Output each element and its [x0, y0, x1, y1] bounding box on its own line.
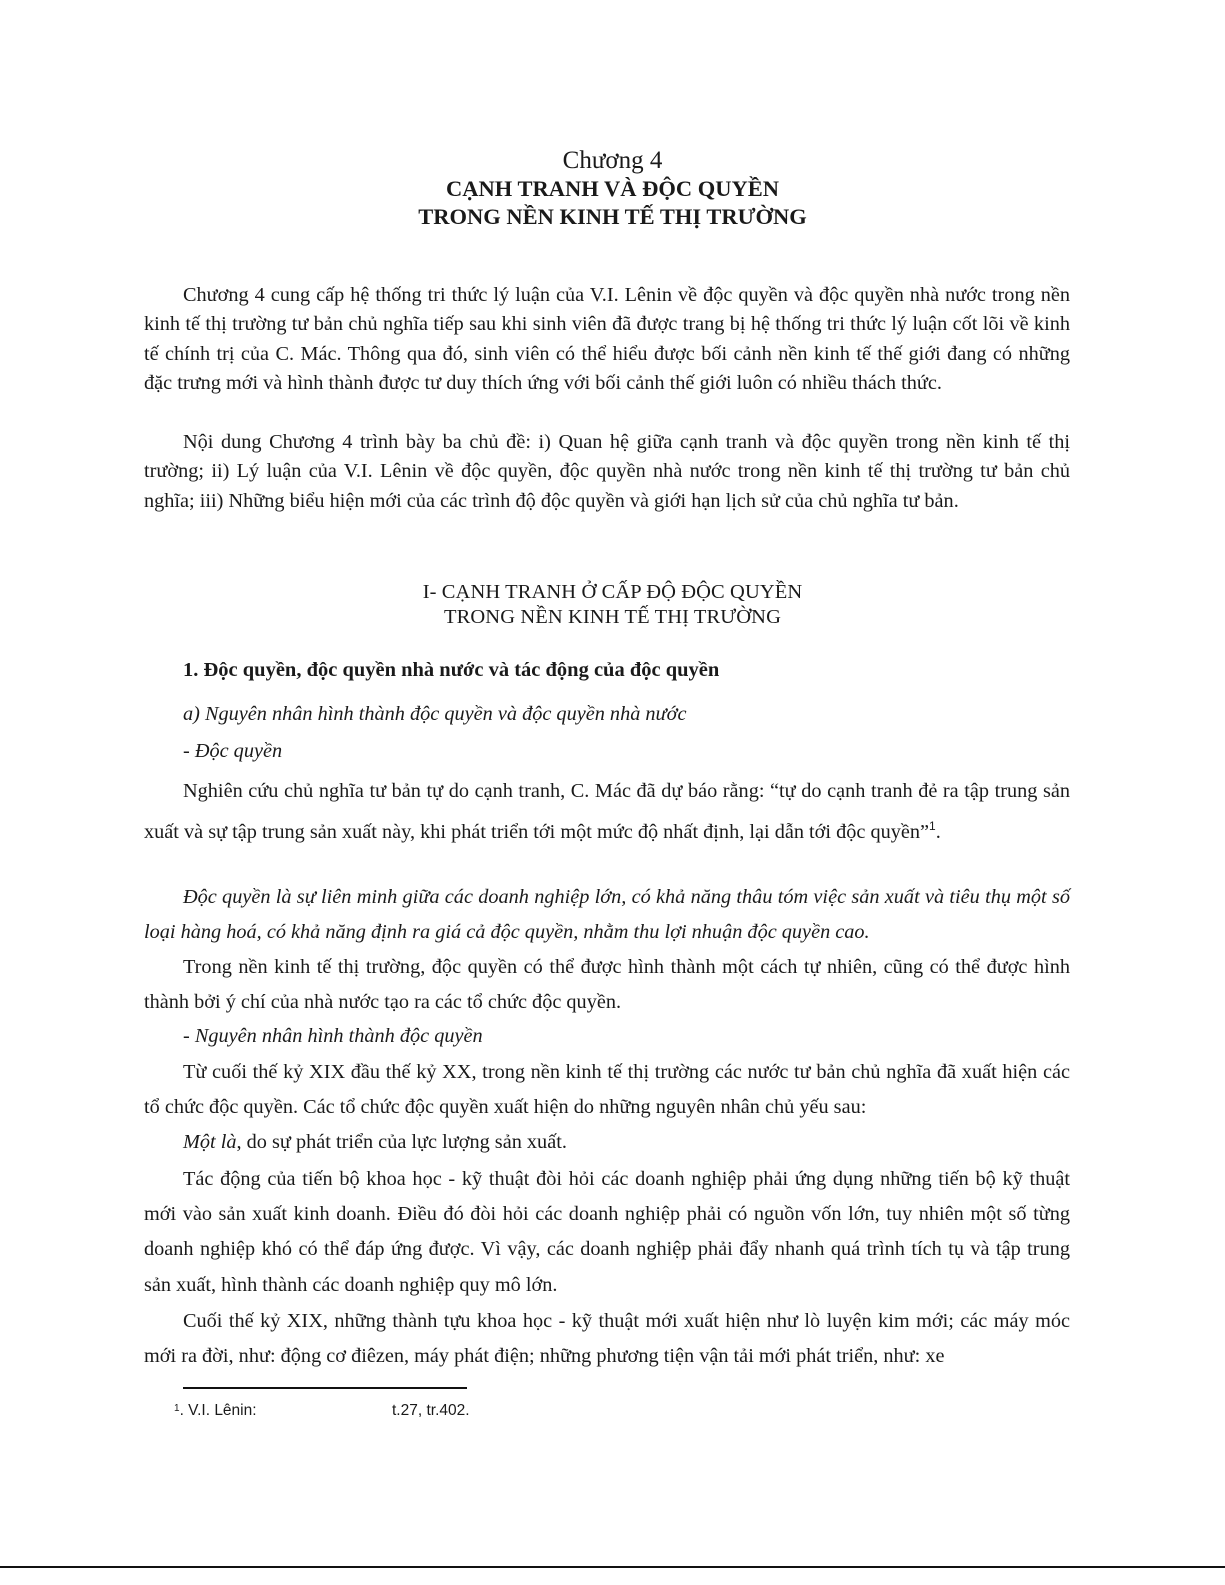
- definition-paragraph: Độc quyền là sự liên minh giữa các doanh nghiệp lớn, có khả năng thâu tóm việc sản xuất và tiêu thụ một số loại hàng hoá, có khả năng định ra giá cả độc quyền, nhằm thu lợi nhuận độc quyền cao.: [144, 886, 1070, 944]
- dash-item-doc-quyen: - Độc quyền: [183, 740, 283, 762]
- subheading-a: a) Nguyên nhân hình thành độc quyền và độc quyền nhà nước: [183, 703, 687, 725]
- reason-one-text: , do sự phát triển của lực lượng sản xuất.: [236, 1131, 567, 1153]
- intro-paragraph-1: Chương 4 cung cấp hệ thống tri thức lý luận của V.I. Lênin về độc quyền và độc quyền nhà nước trong nền kinh tế thị trường tư bản chủ nghĩa tiếp sau khi sinh viên đã được trang bị hệ thống tri thức lý luận cốt lõi về kinh tế chính trị của C. Mác. Thông qua đó, sinh viên có thể hiểu được bối cảnh nền kinh tế thế giới đang có những đặc trưng mới và hình thành được tư duy thích ứng với bối cảnh thế giới luôn có nhiều thách thức.: [144, 284, 1070, 394]
- section-heading-line-1: I- CẠNH TRANH Ở CẤP ĐỘ ĐỘC QUYỀN: [422, 581, 803, 603]
- subsection-heading: 1. Độc quyền, độc quyền nhà nước và tác động của độc quyền: [183, 659, 720, 681]
- page-bottom-border: [0, 1566, 1225, 1568]
- quote-text: Nghiên cứu chủ nghĩa tư bản tự do cạnh tranh, C. Mác đã dự báo rằng: “tự do cạnh tranh đẻ ra tập trung sản xuất và sự tập trung sản xuất này, khi phát triển tới một mức độ nhất định, lại dẫn tới độc quyền”: [144, 780, 1070, 844]
- intro-paragraph-2: Nội dung Chương 4 trình bày ba chủ đề: i) Quan hệ giữa cạnh tranh và độc quyền trong nền kinh tế thị trường; ii) Lý luận của V.I. Lênin về độc quyền, độc quyền nhà nước trong nền kinh tế thị trường tư bản chủ nghĩa; iii) Những biểu hiện mới của các trình độ độc quyền và giới hạn lịch sử của chủ nghĩa tư bản.: [144, 431, 1070, 512]
- chapter-title-line-2: TRONG NỀN KINH TẾ THỊ TRƯỜNG: [418, 204, 807, 229]
- dash-item-label: Nguyên nhân hình thành độc quyền: [194, 1025, 483, 1047]
- history-paragraph: Từ cuối thế kỷ XIX đầu thế kỷ XX, trong nền kinh tế thị trường các nước tư bản chủ nghĩa đã xuất hiện các tổ chức độc quyền. Các tổ chức độc quyền xuất hiện do những nguyên nhân chủ yếu sau:: [144, 1061, 1070, 1119]
- technology-paragraph: Tác động của tiến bộ khoa học - kỹ thuật đòi hỏi các doanh nghiệp phải ứng dụng những tiến bộ kỹ thuật mới vào sản xuất kinh doanh. Điều đó đòi hỏi các doanh nghiệp phải có nguồn vốn lớn, tuy nhiên một số từng doanh nghiệp khó có thể đáp ứng được. Vì vậy, các doanh nghiệp phải đẩy nhanh quá trình tích tụ và tập trung sản xuất, hình thành các doanh nghiệp quy mô lớn.: [144, 1168, 1070, 1296]
- formation-paragraph: Trong nền kinh tế thị trường, độc quyền có thể được hình thành một cách tự nhiên, cũng có thể được hình thành bởi ý chí của nhà nước tạo ra các tổ chức độc quyền.: [144, 956, 1070, 1014]
- chapter-number: Chương 4: [562, 147, 663, 174]
- section-heading-line-2: TRONG NỀN KINH TẾ THỊ TRƯỜNG: [443, 606, 781, 628]
- dash-item-nguyen-nhan: - Nguyên nhân hình thành độc quyền: [183, 1025, 483, 1047]
- footnote: [174, 1402, 470, 1420]
- reason-one-label: Một là: [183, 1131, 237, 1153]
- footnote-author: . V.I. Lênin:: [179, 1402, 257, 1419]
- dash-item-label: Độc quyền: [194, 740, 283, 762]
- footnote-reference-text: t.27, tr.402.: [392, 1402, 470, 1419]
- footnote-mark: 1: [174, 1403, 180, 1414]
- chapter-title-line-1: CẠNH TRANH VÀ ĐỘC QUYỀN: [446, 176, 779, 201]
- late-19th-century-paragraph: Cuối thế kỷ XIX, những thành tựu khoa học - kỹ thuật mới xuất hiện như lò luyện kim mới; các máy móc mới ra đời, như: động cơ điêzen, máy phát điện; những phương tiện vận tải mới phát triển, như: xe: [144, 1310, 1070, 1368]
- footnote-separator: [183, 1387, 467, 1389]
- quote-paragraph: Nghiên cứu chủ nghĩa tư bản tự do cạnh tranh, C. Mác đã dự báo rằng: “tự do cạnh tranh đẻ ra tập trung sản xuất và sự tập trung sản xuất này, khi phát triển tới một mức độ nhất định, lại dẫn tới độc quyền”$^1$.: [144, 780, 1070, 844]
- footnote-reference[interactable]: 1: [929, 819, 936, 834]
- reason-one: [183, 1131, 567, 1154]
